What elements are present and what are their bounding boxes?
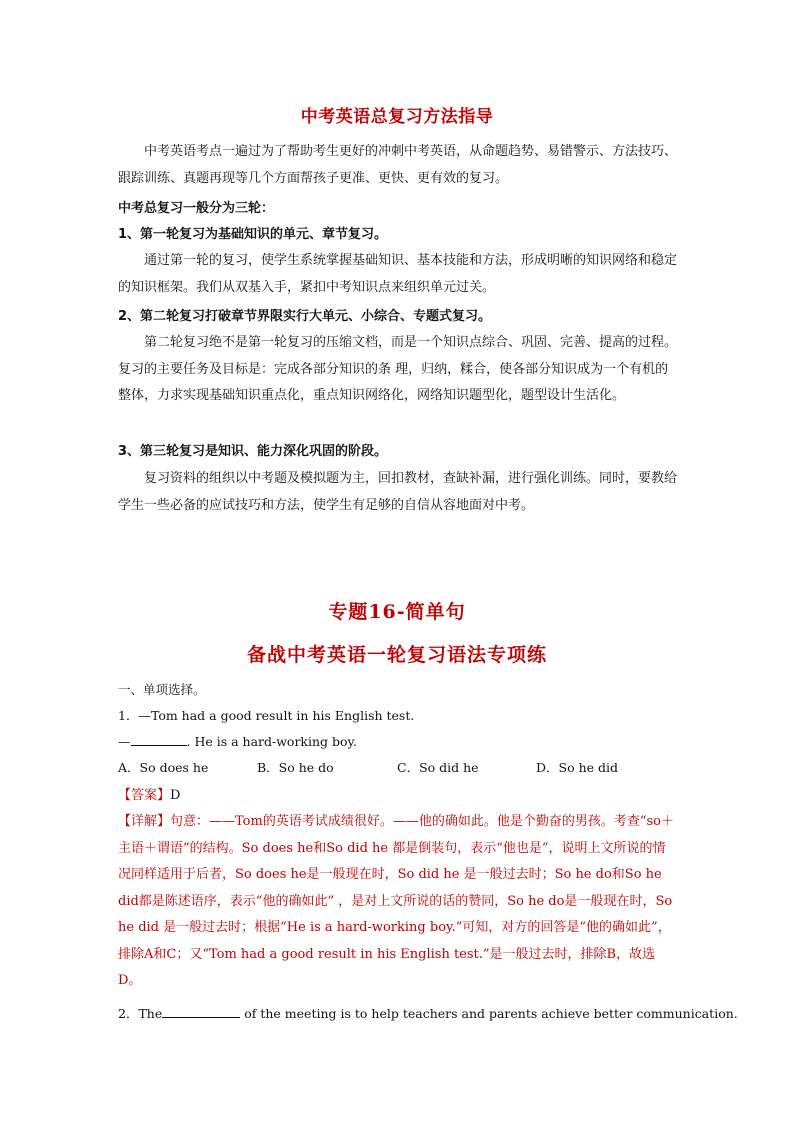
round3-paragraph: 复习资料的组织以中考题及模拟题为主，回扣教材，查缺补漏，进行强化训练。同时，要教给学生一些必备的应试技巧和方法，使学生有足够的自信从容地面对中考。 xyxy=(118,471,678,513)
q1-stem: 1．—Tom had a good result in his English test. xyxy=(118,708,415,723)
guide-title: 中考英语总复习方法指导 xyxy=(300,107,494,127)
q2-prefix: 2．The xyxy=(118,1006,163,1021)
q1-explanation xyxy=(118,809,678,995)
rounds-heading: 中考总复习一般分为三轮： xyxy=(118,201,275,216)
topic-subtitle: 备战中考英语一轮复习语法专项练 xyxy=(246,644,547,666)
q1-answer-blank xyxy=(131,733,187,746)
q1-answer-label: 【答案】 xyxy=(118,788,171,803)
q2-answer-blank xyxy=(162,1005,240,1018)
round1-heading: 1、第一轮复习为基础知识的单元、章节复习。 xyxy=(118,227,388,242)
round2-heading: 2、第二轮复习打破章节界限实行大单元、小综合、专题式复习。 xyxy=(118,309,492,324)
q1-reply-prefix: — xyxy=(118,734,131,749)
intro-paragraph: 中考英语考点一遍过为了帮助考生更好的冲刺中考英语，从命题趋势、易错警示、方法技巧、跟踪训练、真题再现等几个方面帮孩子更准、更快、更有效的复习。 xyxy=(118,144,678,186)
round3-heading: 3、第三轮复习是知识、能力深化巩固的阶段。 xyxy=(118,444,388,459)
q1-reply-suffix: . He is a hard-working boy. xyxy=(186,734,357,749)
q1-option-c: C．So did he xyxy=(397,760,479,775)
q2-suffix: of the meeting is to help teachers and parents achieve better communication. xyxy=(240,1006,738,1021)
topic-title: 专题16-简单句 xyxy=(328,601,466,623)
round1-paragraph: 通过第一轮的复习，使学生系统掌握基础知识、基本技能和方法，形成明晰的知识网络和稳定的知识框架。我们从双基入手，紧扣中考知识点来组织单元过关。 xyxy=(118,253,678,295)
q1-explain-text: 句意：——Tom的英语考试成绩很好。——他的确如此。他是个勤奋的男孩。考查“so＋主语＋谓语”的结构。So does he和So did he 都是倒装句，表示“他也是”，说明上文所说的情况同样适用于后者，So does he是一般现在时，So did he 是一般过去时；So he do和So he did都是陈述语序，表示“他的确如此” ，是对上文所说的话的赞同，So he do是一般现在时，So he did 是一般过去时；根据“He is a hard-working boy.”可知，对方的回答是“他的确如此”，排除A和C；又“Tom had a good result in his English test.”是一般过去时，排除B，故选D。 xyxy=(118,814,674,988)
q1-option-a: A．So does he xyxy=(118,760,209,775)
q1-explain-label: 【详解】 xyxy=(118,814,171,829)
q1-option-b: B．So he do xyxy=(257,760,334,775)
round2-paragraph: 第二轮复习绝不是第一轮复习的压缩文档，而是一个知识点综合、巩固、完善、提高的过程。复习的主要任务及目标是：完成各部分知识的条 理，归纳，糅合，使各部分知识成为一个有机的整体，力求实现基础知识重点化，重点知识网络化，网络知识题型化，题型设计生活化。 xyxy=(118,335,678,403)
q1-answer-value: D xyxy=(170,788,181,803)
q1-reply xyxy=(118,732,698,752)
section-label: 一、单项选择。 xyxy=(118,682,206,697)
q1-option-d: D．So he did xyxy=(536,760,619,775)
q1-answer xyxy=(118,786,698,806)
q2-stem xyxy=(118,1004,738,1024)
